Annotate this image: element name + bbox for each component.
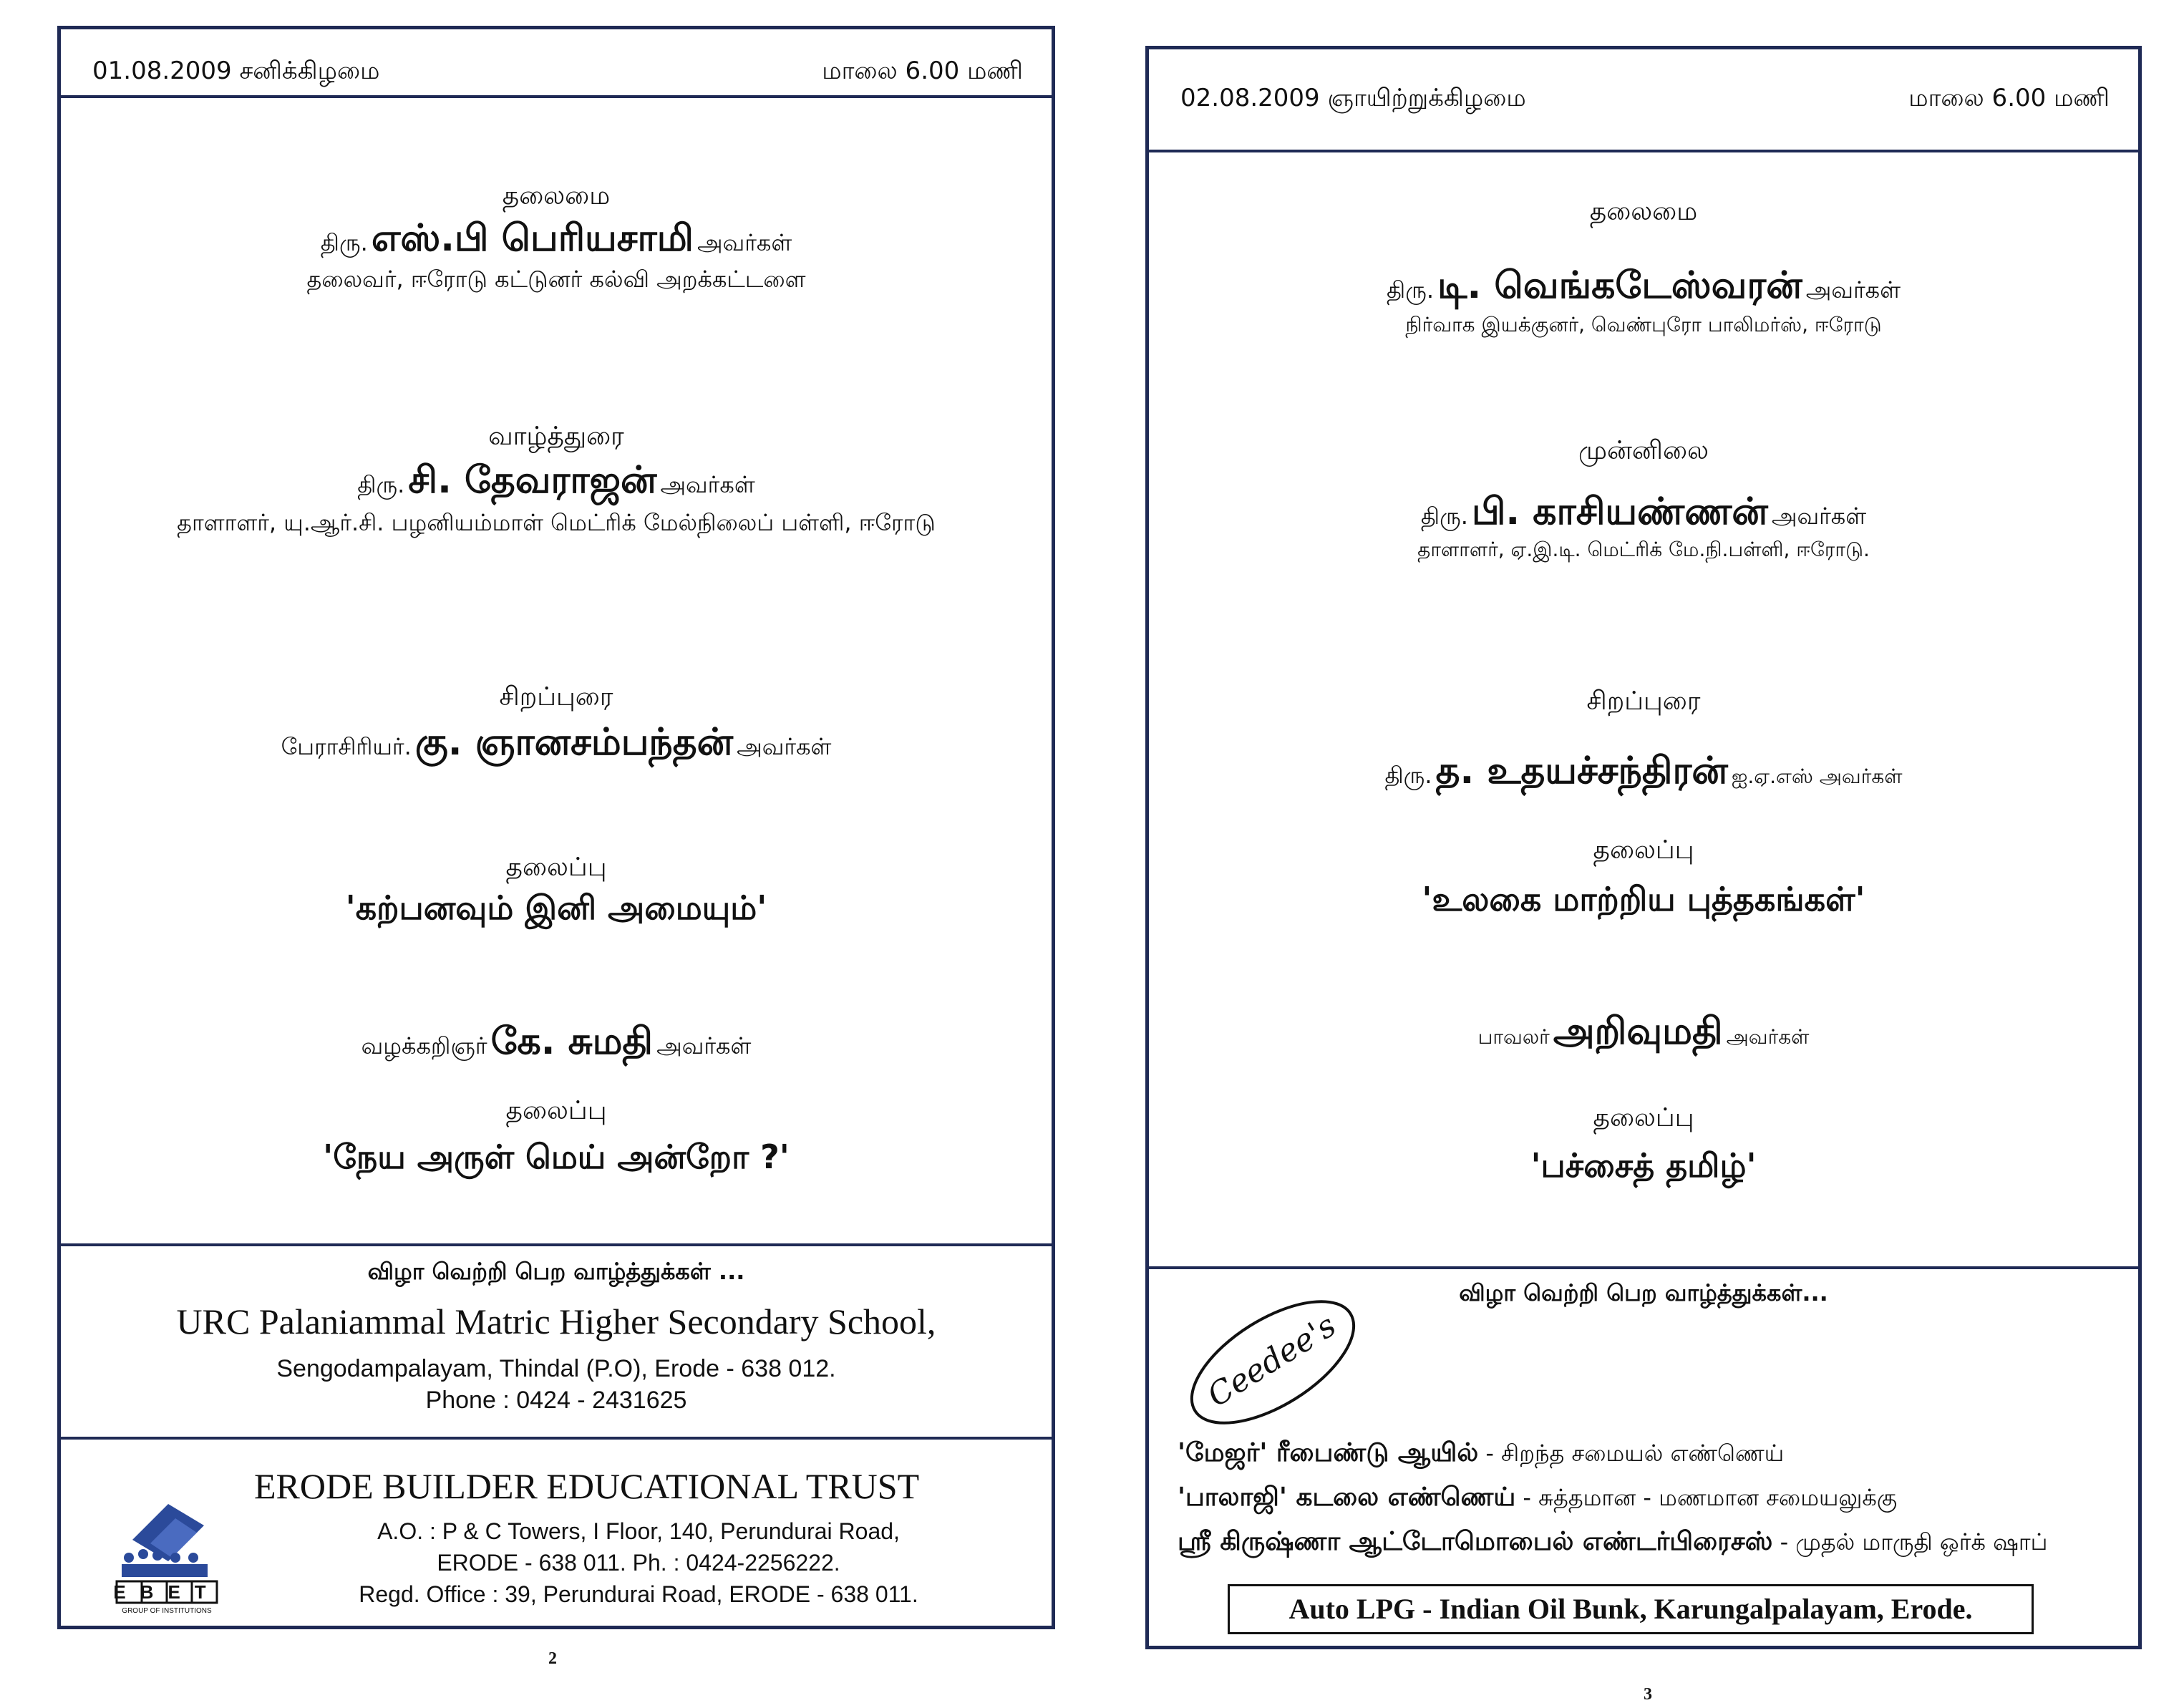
left-presidency-name-line: திரு. எஸ்.பி பெரியசாமி அவர்கள் xyxy=(320,217,792,260)
ad3-desc: - முதல் மாருதி ஒர்க் ஷாப் xyxy=(1780,1528,2048,1556)
right-sponsor-box xyxy=(1149,1266,2138,1653)
left-date: 01.08.2009 சனிக்கிழமை xyxy=(92,57,380,85)
right-page xyxy=(1145,46,2142,1649)
trust-line1: A.O. : P & C Towers, I Floor, 140, Perundurai Road, xyxy=(377,1518,900,1544)
right-poet-name: அறிவுமதி xyxy=(1553,1010,1723,1053)
left-page xyxy=(57,26,1055,1629)
right-presidency-name: டி. வெங்கடேஸ்வரன் xyxy=(1437,264,1802,307)
right-special-label: சிறப்புரை xyxy=(1586,686,1701,716)
trust-line2: ERODE - 638 011. Ph. : 0424-2256222. xyxy=(437,1550,840,1576)
left-school-name: URC Palaniammal Matric Higher Secondary School, xyxy=(176,1301,936,1341)
right-presidency-title: நிர்வாக இயக்குனர், வெண்புரோ பாலிமர்ஸ், ஈரோடு xyxy=(1405,313,1882,336)
left-greeting-title: தாளாளர், யு.ஆர்.சி. பழனியம்மாள் மெட்ரிக் மேல்நிலைப் பள்ளி, ஈரோடு xyxy=(177,509,936,536)
left-second-name: கே. சுமதி xyxy=(490,1020,654,1063)
trust-name: ERODE BUILDER EDUCATIONAL TRUST xyxy=(254,1466,920,1506)
ebet-logo-icon xyxy=(111,1490,225,1619)
right-presence-label: முன்னிலை xyxy=(1578,436,1709,465)
trust-line3: Regd. Office : 39, Perundurai Road, ERODE - 638 011. xyxy=(359,1581,918,1607)
ad-row-2 xyxy=(1178,1483,1897,1515)
lpg-banner: Auto LPG - Indian Oil Bunk, Karungalpalayam, Erode. xyxy=(1228,1584,2034,1634)
left-greeting-label: வாழ்த்துரை xyxy=(488,422,624,451)
left-sponsor-box xyxy=(61,1243,1052,1440)
left-wish: விழா வெற்றி பெற வாழ்த்துக்கள் ... xyxy=(367,1258,745,1285)
right-special-name-line: திரு. த. உதயச்சந்திரன் ஐ.ஏ.எஸ் அவர்கள் xyxy=(1384,749,1903,792)
right-presence-title: தாளாளர், ஏ.இ.டி. மெட்ரிக் மே.நி.பள்ளி, ஈரோடு. xyxy=(1417,538,1870,561)
right-special-topic: 'உலகை மாற்றிய புத்தகங்கள்' xyxy=(1422,880,1865,918)
left-time: மாலை 6.00 மணி xyxy=(822,57,1023,85)
left-second-topic-label: தலைப்பு xyxy=(505,1096,607,1125)
left-page-number: 2 xyxy=(548,1649,557,1668)
left-second-name-line: வழக்கறிஞர் கே. சுமதி அவர்கள் xyxy=(361,1020,752,1063)
ad2-desc: - சுத்தமான - மணமான சமையலுக்கு xyxy=(1523,1484,1898,1511)
left-second-topic: 'நேய அருள் மெய் அன்றோ ?' xyxy=(323,1137,790,1176)
right-time: மாலை 6.00 மணி xyxy=(1908,84,2110,112)
ad-row-1 xyxy=(1178,1438,1784,1471)
right-presidency-name-line: திரு. டி. வெங்கடேஸ்வரன் அவர்கள் xyxy=(1387,264,1901,307)
ad3-name: ஸ்ரீ கிருஷ்ணா ஆட்டோமொபைல் எண்டர்பிரைசஸ் xyxy=(1178,1527,1773,1556)
right-poet-topic-label: தலைப்பு xyxy=(1593,1103,1694,1132)
left-school-address: Sengodampalayam, Thindal (P.O), Erode - 638 012. xyxy=(276,1355,836,1382)
right-special-name: த. உதயச்சந்திரன் xyxy=(1435,749,1728,792)
right-wish: விழா வெற்றி பெற வாழ்த்துக்கள்... xyxy=(1459,1279,1828,1306)
left-special-name: கு. ஞானசம்பந்தன் xyxy=(414,721,734,764)
right-presence-name-line: திரு. பி. காசியண்ணன் அவர்கள் xyxy=(1420,490,1867,533)
ad-row-3 xyxy=(1178,1527,2047,1560)
ad2-name: 'பாலாஜி' கடலை எண்ணெய் xyxy=(1178,1483,1516,1512)
ad1-name: 'மேஜர்' ரீபைண்டு ஆயில் xyxy=(1178,1438,1479,1467)
left-presidency-title: தலைவர், ஈரோடு கட்டுனர் கல்வி அறக்கட்டளை xyxy=(306,266,806,293)
left-school-phone: Phone : 0424 - 2431625 xyxy=(425,1387,687,1414)
ceedee-logo-icon xyxy=(1176,1291,1369,1434)
left-trust-box xyxy=(61,1437,1052,1633)
left-special-name-line: பேராசிரியர். கு. ஞானசம்பந்தன் அவர்கள் xyxy=(281,721,832,764)
ebet-logo-text: EBET xyxy=(113,1581,220,1603)
right-presence-name: பி. காசியண்ணன் xyxy=(1472,490,1768,533)
right-poet-name-line: பாவலர் அறிவுமதி அவர்கள் xyxy=(1477,1010,1810,1053)
left-special-topic: 'கற்பனவும் இனி அமையும்' xyxy=(345,888,767,927)
left-presidency-label: தலைமை xyxy=(502,181,611,210)
right-page-number: 3 xyxy=(1644,1685,1652,1704)
left-presidency-name: எஸ்.பி பெரியசாமி xyxy=(371,217,694,260)
ad1-desc: - சிறந்த சமையல் எண்ணெய் xyxy=(1485,1440,1785,1467)
left-header xyxy=(61,29,1052,98)
ebet-logo-sub: GROUP OF INSTITUTIONS xyxy=(122,1607,212,1615)
right-presidency-label: தலைமை xyxy=(1589,197,1698,226)
ceedee-logo-text: Ceedee's xyxy=(1201,1307,1343,1415)
left-special-topic-label: தலைப்பு xyxy=(505,853,607,882)
left-greeting-name-line: திரு. சி. தேவராஜன் அவர்கள் xyxy=(357,459,755,502)
right-date: 02.08.2009 ஞாயிற்றுக்கிழமை xyxy=(1180,84,1526,112)
left-greeting-name: சி. தேவராஜன் xyxy=(408,459,657,502)
left-special-label: சிறப்புரை xyxy=(499,682,613,712)
right-poet-topic: 'பச்சைத் தமிழ்' xyxy=(1530,1146,1757,1185)
right-special-topic-label: தலைப்பு xyxy=(1593,835,1694,865)
right-header xyxy=(1149,49,2138,152)
